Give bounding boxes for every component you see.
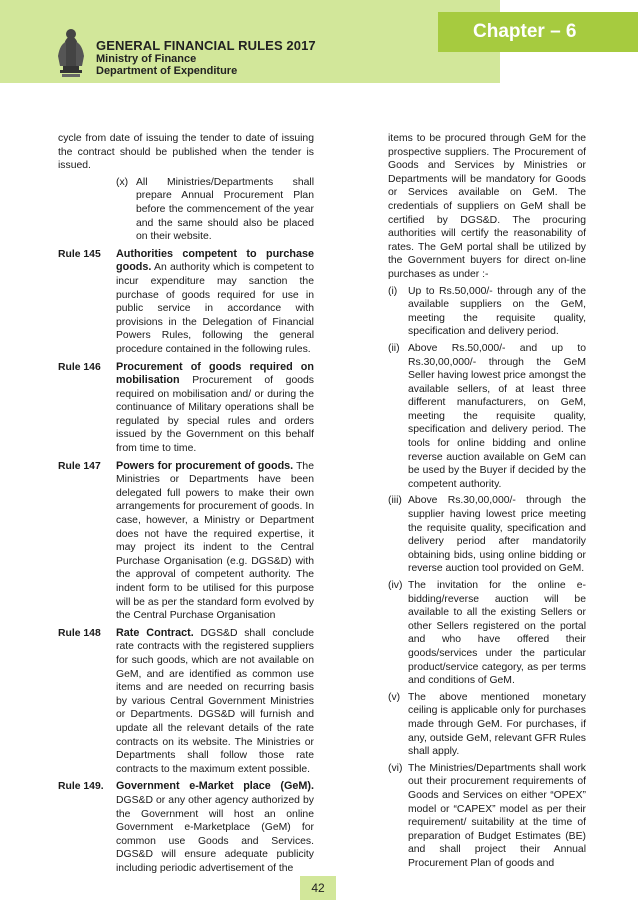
page-number: 42	[300, 876, 336, 900]
rule-number: Rule 145	[58, 248, 101, 260]
rule-body	[116, 780, 314, 875]
list-item-text: Up to Rs.50,000/- through any of the available suppliers on the GeM, meeting the requisite quality, specification and delivery period.	[408, 285, 586, 338]
department-name: Department of Expenditure	[96, 65, 238, 77]
rule-body	[116, 460, 314, 623]
rule-body	[116, 248, 314, 357]
rule-149	[58, 780, 314, 875]
rule-title: Authorities competent to purchase goods.	[116, 247, 314, 274]
right-column	[388, 132, 586, 870]
list-item-text: Above Rs.50,000/- and up to Rs.30,00,000/- through the GeM Seller having lowest price amongst the available sellers, of at least three different manufacturers, on GeM, meeting the requisite quality, specification and delivery period. The tools for online bidding and online reverse auction available on GeM can be used by the Buyer if decided by the competent authority.	[408, 342, 586, 490]
rule-text: An authority which is competent to incur expenditure may sanction the purchase of goods required for use in public service in accordance with provisions in the Delegation of Financial Powers Rules, following the general procedure contained in the following rules.	[116, 262, 314, 355]
list-item	[388, 285, 586, 339]
list-item-text: Above Rs.30,00,000/- through the supplier having lowest price meeting the requisite quality, specification and delivery period after mandatorily obtaining bids, using online bidding or reverse auction tool provided on GeM.	[408, 495, 586, 575]
rule-145	[58, 248, 314, 357]
list-item	[388, 691, 586, 759]
list-item-number: (ii)	[388, 342, 400, 354]
document-title: GENERAL FINANCIAL RULES 2017	[96, 38, 316, 53]
rule-title: Procurement of goods required on mobilisation	[116, 360, 314, 387]
list-item	[388, 494, 586, 576]
rule-title: Government e-Market place (GeM).	[116, 780, 314, 793]
continuation-text: cycle from date of issuing the tender to date of issuing the contract should be published when the tender is issued.	[58, 133, 314, 172]
rule-147	[58, 460, 314, 623]
list-item-text: The invitation for the online e-bidding/reverse auction will be available to all the existing Sellers or other Sellers registered on the portal and who have offered their goods/services under the particular product/service category, as per terms and conditions of GeM.	[408, 580, 586, 687]
rule-text: The Ministries or Departments have been delegated full powers to make their own arrangements for procurement of goods. In case, however, a Ministry or Department does not have the required expertise, it may project its indent to the Central Purchase Organisation (e.g. DGS&D) with the approval of competent authority. The indent form to be utilised for this purpose will be as per the standard form evolved by the Central Purchase Organisation	[116, 460, 314, 622]
rule-number: Rule 148	[58, 627, 101, 639]
rule-text: DGS&D shall conclude rate contracts with the registered suppliers for such goods, which are not available on GeM, and are identified as common use items and are needed on recurring basis by various Central Government Ministries or Departments. DGS&D will furnish and update all the relevant details of the rate contracts on its website. The Ministries or Departments shall follow those rate contracts to the maximum extent possible.	[116, 627, 314, 775]
gem-intro-text: items to be procured through GeM for the prospective suppliers. The Procurement of Goods and Services by Ministries or Departments will be mandatory for Goods or Services available on GeM. The credentials of suppliers on GeM shall be certified by DGS&D. The procuring authorities will certify the reasonability of rates. The GeM portal shall be utilized by the Government buyers for direct on-line purchases as under :-	[388, 133, 586, 280]
list-item-number: (iv)	[388, 580, 403, 591]
list-item	[116, 176, 314, 244]
list-item-number: (vi)	[388, 762, 403, 774]
rule-number: Rule 149.	[58, 781, 104, 793]
list-item	[388, 342, 586, 492]
chapter-tab: Chapter – 6	[438, 12, 638, 52]
rule-146	[58, 361, 314, 456]
list-item-text: The Ministries/Departments shall work out their procurement requirements of Goods and Services on either “OPEX” model or “CAPEX” model as per their requirement/ suitability at the time of preparation of Budget Estimates (BE) and shall project their Annual Procurement Plan of goods and	[408, 762, 586, 869]
list-item-text: The above mentioned monetary ceiling is applicable only for purchases made through GeM. For purchases, if any, outside GeM, relevant GFR Rules shall apply.	[408, 691, 586, 758]
rule-text: Procurement of goods required on mobilisation and/ or during the continuance of Military operations shall be regulated by special rules and orders issued by the Government on this behalf from time to time.	[116, 375, 314, 455]
list-item-text: All Ministries/Departments shall prepare Annual Procurement Plan before the commencement of the year and the same should also be placed on their website.	[136, 176, 314, 243]
rule-number: Rule 147	[58, 460, 101, 472]
list-item-number: (v)	[388, 691, 401, 703]
rule-body	[116, 627, 314, 777]
rule-body	[116, 361, 314, 456]
list-item	[388, 579, 586, 688]
list-item-number: (x)	[116, 176, 129, 188]
list-item-number: (iii)	[388, 495, 402, 507]
rule-title: Powers for procurement of goods.	[116, 459, 294, 472]
rule-text: DGS&D or any other agency authorized by the Government will host an online Government e-Marketplace (GeM) for common use Goods and Services. DGS&D will ensure adequate publicity including periodic advertisement of the	[116, 794, 314, 874]
list-item-number: (i)	[388, 285, 398, 297]
national-emblem-icon	[54, 26, 88, 78]
rule-number: Rule 146	[58, 361, 101, 373]
rule-title: Rate Contract.	[116, 626, 194, 639]
rule-148	[58, 627, 314, 777]
ministry-name: Ministry of Finance	[96, 53, 197, 65]
left-column	[58, 132, 314, 875]
list-item	[388, 762, 586, 871]
